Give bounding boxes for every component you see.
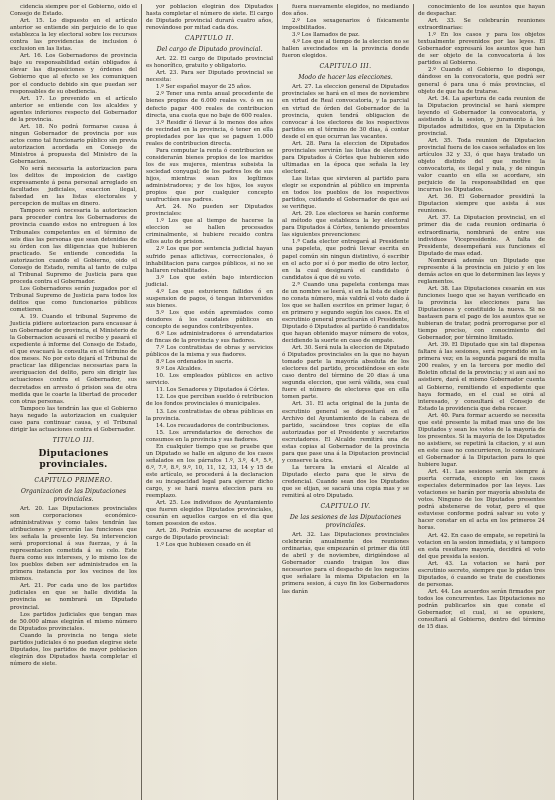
article-paragraph: En cualquier tiempo que se pruebe que un Diputado se halle en alguno de los casos señalados en los párrafos 1.º, 3.º, 4.º, 5.º, 6.º, 7.º, 8.º, 9.º, 10, 11, 12, 13, 14 y 15 de este artículo, se procederá á la declaracion de su incapacidad legal para ejercer dicho cargo, y se hará nueva eleccion para su reemplazo. xyxy=(146,443,273,500)
section-heading: Modo de hacer las elecciones. xyxy=(298,74,393,82)
article-paragraph: Art. 34. La apertura de cada reunion de la Diputacion provincial se hará siempre leyendo el Gobernador la convocatoria, y asistiendo á la sesion, y juramento á los Diputados admitidos, que en la Diputacion provincial. xyxy=(418,95,545,137)
article-paragraph: Art. 36. El Gobernador presidirá la Diputacion siempre que asista á sus reuniones. xyxy=(418,194,545,215)
article-paragraph: Art. 31. El acta original de la junta de escrutinio general se depositará en el Archivo del Ayuntamiento de la cabeza de partido, sacándose tres copias de ella autorizadas por el Presidente y secretarios escrutadores. El Alcalde remitirá una de estas copias al Gobernador de la provincia para que pase una á la Diputacion provincial y conserve la otra. xyxy=(282,401,409,464)
section-heading: De las sesiones de las Diputaciones provinciales. xyxy=(289,514,402,530)
article-paragraph: Tampoco las tendrán las que el Gobierno haya negado la autorizacion en cualquier caso para continuar causa, y el Tribunal dirigir las actuaciones contra el Gobernador. xyxy=(10,405,137,433)
article-paragraph: Art. 41. Las sesiones serán siempre á puerta cerrada, excepto en los casos especiales determinados por las leyes. Las votaciones se harán por mayoría absoluta de votos. Ninguno de los Diputados presentes podrá abstenerse de votar, pero el que estuviese conforme podrá salvar su voto y hacer constar en el acta en los primeros 24 horas. xyxy=(418,469,545,532)
article-paragraph: 15. Los arrendatarios de derechos de consumos en la provincia y sus fiadores. xyxy=(146,429,273,443)
article-paragraph: 9.º Los Alcaldes. xyxy=(156,366,203,373)
article-paragraph: 1.º Ser español mayor de 25 años. xyxy=(156,84,252,91)
article-paragraph: No será necesaria la autorizacion para los delitos de imposicion de castigo expresamente á pena personal arreglado en facultades judiciales, exaccion ilegal, falsedad en las listas electorales y percepcion de multas en dinero. xyxy=(10,166,137,208)
article-paragraph: Art. 32. Las Diputaciones provinciales celebrarán anualmente dos reuniones ordinarias, que empezarán el primer dia útil de abril y de noviembre, dirigiéndose al Gobernador cuando traigan los dias necesarios para el despacho de los negocios que señalare la misma Diputacion en la primera sesion, á cuyo fin los Gobernadores las darán xyxy=(282,532,409,595)
heading-rule xyxy=(48,473,99,474)
article-paragraph: Art. 28. Para la eleccion de Diputados provinciales servirán las listas de electores para Diputados á Córtes que hubieren sido ultimadas en la época que señala la ley electoral. xyxy=(282,140,409,175)
article-paragraph: La tercera la enviará el Alcalde al Diputado electo para que le sirva de credencial. Cuando sean dos los Diputados que se elijan, se sacará una copia mas y se remitirá al otro Diputado. xyxy=(282,464,409,500)
article-paragraph: 3.º Los llamados de paz. xyxy=(292,32,360,39)
article-paragraph: Art. 15. Lo dispuesto en el artículo anterior se entiende sin perjuicio de lo que establezca la ley electoral sobre los recursos contra las providencias de inclusion ó exclusion en las listas. xyxy=(10,18,137,53)
article-paragraph: 1.ª Cada elector entregará al Presidente una papeleta, que podrá llevar escrita en papel común sin ningun distintivo, ó escribir en el acto por sí ó por medio de otro lector, en la cual designará el candidato ó candidatos á que dé su voto. xyxy=(282,239,409,281)
article-paragraph: Art. 42. En caso de empate, se repetirá la votacion en la sesion inmediata, y si tampoco en esta resultare mayoría, decidirá el voto del que presida la sesion. xyxy=(418,532,545,560)
article-paragraph: Tampoco será necesaria la autorizacion para proceder contra los Gobernadores de provincia cuando estos no entreguen á los Tribunales competentes en el término de seis dias las personas que sean detenidas de su órden con las diligencias que hubieren practicado. Se entiende concedida la autorizacion cuando el Gobierno, oido el Consejo de Estado, remita al tanto de culpa al Tribunal Supremo de Justicia para que proceda contra el Gobernador. xyxy=(10,208,137,285)
article-paragraph: 6.º Los administradores ó arrendatarios de fincas de la provincia y sus fiadores. xyxy=(146,331,273,345)
article-paragraph: 7.º Los contratistas de obras y servicios públicos de la misma y sus fiadores. xyxy=(146,345,273,359)
article-paragraph: 1.º Los que al tiempo de hacerse la eleccion se hallen procesados criminalmente, si hubiere recaido contra ellos auto de prision. xyxy=(146,218,273,246)
article-paragraph: Art. 18. No podrá formarse causa á ningun Gobernador de provincia por sus actos como tal funcionario público sin previa autorizacion acordada en Consejo de Ministros á propuesta del Ministro de la Gobernacion. xyxy=(10,123,137,166)
article-paragraph: 8.º Los ordenados in sacris. xyxy=(156,359,234,366)
article-paragraph: Art. 39. El Diputado que sin tal dispensa faltare á las sesiones, será reprendido en la primera vez; en la segunda pagará de multa 200 reales, y en la tercera por medio del Boletin oficial de la provincia; y si aun así no asistiere, dará el mismo Gobernador cuenta al Gobierno, remitiendo el expediente que haya formado, en el cual se oirá al interesado, y consultará el Consejo de Estado la providencia que deba recaer. xyxy=(418,342,545,412)
article-paragraph: Art. 22. El cargo de Diputado provincial es honorífico, gratuito y obligatorio. xyxy=(146,56,273,70)
article-paragraph: Art. 24. No pueden ser Diputados provinciales: xyxy=(146,204,273,218)
article-paragraph: Art. 16. Los Gobernadores de provincia bajo su responsabilidad están obligados á elevar las disposiciones y órdenes del Gobierno que al efecto se les comuniquen por el conducto debido sin que puedan ser responsables de su obediencia. xyxy=(10,53,137,95)
article-paragraph: Art. 35. Toda reunion de Diputacion provincial fuera de los casos señalados en los artículos 32 y 33, ó que haya tratado un objeto distinto del que motive la convocatoria, es ilegal y nula, y de ningun valor cuanto en ella se acordare, sin perjuicio de la responsabilidad en que incurran los Diputados. xyxy=(418,137,545,194)
article-paragraph: Art. 27. La eleccion general de Diputados provinciales se hará en el mes de noviembre en virtud de Real convocatoria, y la parcial en virtud de órden del Gobernador de la provincia, quien tendrá obligacion de convocar á los electores de los respectivos partidos en el término de 30 dias, á contar desde el en que ocurran las vacantes. xyxy=(282,84,409,140)
article-paragraph: 4.º Los que estuvieren fallidos ó en suspension de pagos, ó tengan intervenidos sus bienes. xyxy=(146,288,273,309)
article-paragraph: 2.º Los sexagenarios ó físicamente imposibilitados. xyxy=(282,18,409,32)
article-paragraph: 1.º Los que hubiesen cesado en él xyxy=(156,542,251,549)
article-paragraph: 13. Los contratistas de obras públicas en la provincia. xyxy=(146,408,273,422)
section-heading: CAPITULO III. xyxy=(319,63,372,71)
article-paragraph: 14. Los recaudadores de contribuciones. xyxy=(156,422,270,429)
article-paragraph: Art. 37. La Diputacion provincial, en el primer dia de cada reunion ordinaria ó extraordinaria, nombrará de entre sus individuos Vicepresidente. A falta de Presidente, desempeñará sus funciones el Diputado de mas edad. xyxy=(418,215,545,257)
article-paragraph: 1.º En los casos y para los objetos textualmente prevenidos por las leyes. El Gobernador expresará los asuntos que han de ser objeto de la convocatoria á los partidos al Gobierno. xyxy=(418,32,545,67)
article-paragraph: Nombrará además un Diputado que represente á la provincia en juicio y en los demás actos en que lo determinen las leyes y reglamentos. xyxy=(418,257,545,285)
article-paragraph: 2.º Cuando el Gobierno lo disponga, dándose en la convocatoria, que podrá ser general ó para una ó más provincias, el objeto de que ha de tratarse. xyxy=(418,67,545,95)
text-column-4 xyxy=(413,4,549,800)
article-paragraph: Art. 21. Por cada uno de los partidos judiciales en que se halle dividida la provincia se nombrará un Diputado provincial. xyxy=(10,583,137,611)
article-paragraph: 10. Los empleados públicos en activo servicio. xyxy=(146,373,273,387)
article-paragraph: Art. 20. Las Diputaciones provinciales son corporaciones económico-administrativas y como tales tendrán las atribuciones y ejercerán las funciones que les señala la presente ley. Su intervencion será proporcional á sus fuerzas, y á la representacion cometida á su celo. Este fuera como sus intereses, y lo mismo los de los pueblos deben ser administrados en la primera instancia por los vecinos de los mismos. xyxy=(10,505,137,583)
article-paragraph: 11. Los Senadores y Diputados á Córtes. xyxy=(156,387,270,394)
article-paragraph: Art. 44. Los acuerdos serán firmados por todos los concurrentes. Las Diputaciones no podrán publicarlos sin que conste el Gobernador, el cual, si se opusiere, consultará al Gobierno, dentro del término de 15 dias. xyxy=(418,588,545,631)
article-paragraph: Art. 25. Los individuos de Ayuntamiento que fueren elegidos Diputados provinciales, cesarán en aquellos cargos en el dia que tomen posesion de estos. xyxy=(146,500,273,528)
section-heading: Del cargo de Diputado provincial. xyxy=(156,46,263,54)
article-paragraph: Los partidos judiciales que tengan mas de 50.000 almas elegirán el mismo número de Diputados provinciales. xyxy=(10,611,137,632)
section-heading: TITULO III. xyxy=(52,436,95,444)
article-paragraph: 2.º Tener una renta anual procedente de bienes propios de 6.000 reales vs. ó en su defecto pagar 400 reales de contribucion directa, una cuota que no baje de 600 reales. xyxy=(146,91,273,119)
article-paragraph: Art. 29. Los electores se harán conforme al método que establezca la ley electoral para Diputados á Córtes, teniendo presentes las siguientes prevenciones: xyxy=(282,211,409,239)
article-paragraph: 3.º Residir ó llevar á lo menos dos años de vecindad en la provincia, ó tener en ella propiedades por las que se paguen 1.000 reales de contribucion directa. xyxy=(146,119,273,147)
article-paragraph: cidencia siempre por el Gobierno, oido el Consejo de Estado. xyxy=(10,4,137,18)
article-paragraph: Art. 17. Lo prevenido en el artículo anterior se entiende con los alcaldes y agentes inferiores respecto del Gobernador de la provincia. xyxy=(10,95,137,123)
article-paragraph: Art. 33. Se celebrarán reuniones extraordinarias: xyxy=(418,18,545,32)
article-paragraph: Art. 40. Para formar acuerdo se necesita que esté presente la mitad mas uno de los Diputados y sean los votos de la mayoría de los presentes. Si la mayoría de los Diputados no asistiere, se repetirá la citacion, y si aun en este caso no concurrieren, lo comunicará el Gobernador á la Diputacion para lo que hubiere lugar. xyxy=(418,412,545,469)
article-paragraph: 5.º Los que estén apremiados como deudores á los caudales públicos en concepto de segundos contribuyentes. xyxy=(146,309,273,330)
section-heading: CAPITULO PRIMERO. xyxy=(34,476,113,484)
article-paragraph: 12. Los que perciban sueldo ó retribucion de los fondos provinciales ó municipales. xyxy=(146,394,273,408)
article-paragraph: 2.º Los que por sentencia judicial hayan sufrido penas aflictivas, correccionales, ó inhabilitacion para cargos públicos, si no se hallaren rehabilitados. xyxy=(146,246,273,274)
article-paragraph: Art. 30. Será nula la eleccion de Diputado ó Diputados provinciales en la que no hayan tomado parte la mayoría absoluta de los electores del partido, procediéndose en este caso dentro del término de 20 dias á una segunda eleccion, que será válida, sea cual fuere el número de electores que en ella tomen parte. xyxy=(282,345,410,401)
article-paragraph: Los Gobernadores serán juzgados por el Tribunal Supremo de Justicia para todos los delitos que como funcionarios públicos cometieren. xyxy=(10,285,137,314)
section-heading: CAPITULO IV. xyxy=(320,503,371,511)
article-paragraph: Art. 43. La votacion se hará por escrutinio secreto, siempre que lo pidan tres Diputados, ó cuando se trate de cuestiones de personas. xyxy=(418,560,545,588)
article-paragraph: 3.º Los que estén bajo interdiccion judicial. xyxy=(146,274,273,288)
article-paragraph: fuera nuevamente elegidos, no mediando dos años. xyxy=(282,4,409,18)
article-paragraph: 2.ª Cuando una papeleta contenga mas de un nombre se leerá, si en la lista de elegir no consta número, más valdrá el voto dado á los que se hallen escritos en primer lugar, ó en primero y segundo según los casos. En el escrutinio general practicarán el Presidente, Diputado ó Diputados al partido ó candidatos que hayan obtenido mayor número de votos, decidiendo la suerte en caso de empate. xyxy=(282,281,409,345)
section-heading: Diputaciones provinciales. xyxy=(38,448,109,470)
text-column-2 xyxy=(141,4,277,800)
article-paragraph: conocimiento de los asuntos que hayan de despachar. xyxy=(418,4,545,18)
article-paragraph: Cuando la provincia no tenga siete partidos judiciales ó no puedan elegirse siete Diputados, los partidos de mayor poblacion elegirán dos Diputados hasta completar el número de siete. xyxy=(10,632,137,667)
text-column-3 xyxy=(277,4,413,800)
text-column-1 xyxy=(6,4,141,800)
article-paragraph: Art. 23. Para ser Diputado provincial se necesita: xyxy=(146,70,273,84)
article-paragraph: yor poblacion elegirán dos Diputados hasta completar el número de siete. El cargo de Diputado provincial durará cuatro años, renovándose por mitad cada dos. xyxy=(146,4,273,32)
article-paragraph: 4.º Los que al tiempo de la eleccion no se hallen avecindados en la provincia donde fueron elegidos. xyxy=(282,39,409,60)
article-paragraph: Las listas que sirvieren al partido para elegir se expondrán al público en imprenta en todos los pueblos de los respectivos partidos, cuidando el Gobernador de que así se verifique. xyxy=(282,175,409,211)
section-heading: CAPITULO II. xyxy=(184,35,235,43)
article-paragraph: Art. 38. Las Diputaciones cesarán en sus funciones luego que se hayan verificado en la provincia las elecciones para las Diputaciones y constituido la nueva. Si no bastasen para el pago de los asuntos que se hubieran de tratar, podrá prorrogarse por el tiempo preciso, con conocimiento del Gobernador, por término limitado. xyxy=(418,285,545,342)
article-paragraph: Para computar la renta ó contribucion se considerarán bienes propios de los maridos los de sus mujeres, mientras subsista la sociedad conyugal; de los padres los de sus hijos, mientras sean los legítimos administradores; y de los hijos, los suyos propios que por cualquier concepto usufructúen sus padres. xyxy=(146,147,273,204)
article-paragraph: Art. 26. Podrán excusarse de aceptar el cargo de Diputado provincial: xyxy=(146,528,273,542)
section-heading: Organizacion de las Diputaciones provinciales. xyxy=(20,487,127,503)
article-paragraph: A. 19. Cuando el tribunal Supremo de Justicia pidiere autorizacion para encausar á un Gobernador de provincia, el Ministerio de la Gobernacion acusará el recibo y pasará el expediente á informe del Consejo de Estado, el que evacuará la consulta en el término de dos meses. No por esto dejará el Tribunal de practicar las diligencias necesarias para la averiguacion del delito, pero sin dirigir las actuaciones contra el Gobernador, sus decretados en arresto ó prision sea de otra medida que le coarte la libertad de proceder con otras personas. xyxy=(10,314,137,405)
